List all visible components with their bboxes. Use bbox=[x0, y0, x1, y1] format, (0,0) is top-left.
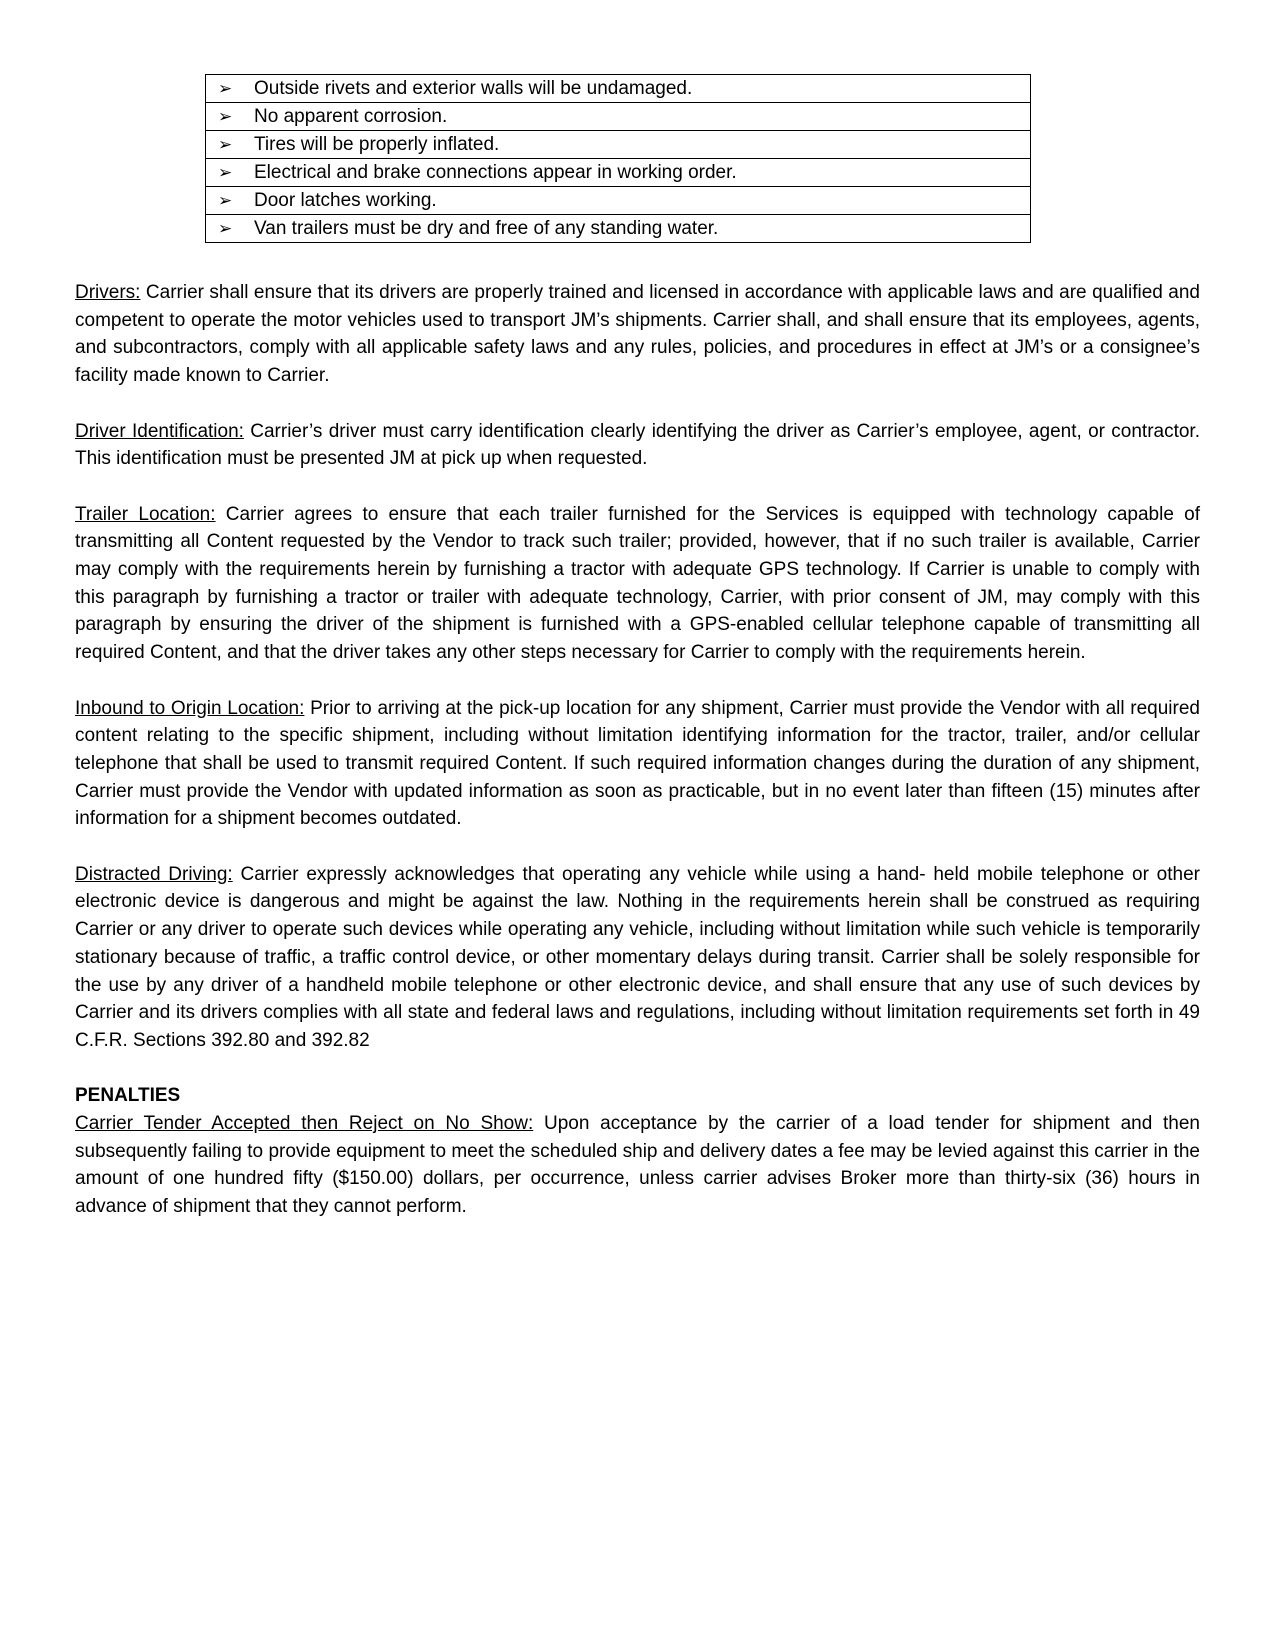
inbound-origin-text: Prior to arriving at the pick-up location for any shipment, Carrier must provide the Vendor with all required content relating to the specific shipment, including without limitation identifying information for the tractor, trailer, and/or cellular telephone that shall be used to transmit required Content. If such required information changes during the duration of any shipment, Carrier must provide the Vendor with updated information as soon as practicable, but in no event later than fifteen (15) minutes after information for a shipment becomes outdated. bbox=[75, 697, 1200, 830]
inbound-origin-heading: Inbound to Origin Location: bbox=[75, 697, 305, 719]
checklist-row bbox=[206, 215, 1031, 243]
driver-identification-heading: Driver Identification: bbox=[75, 420, 244, 442]
checklist-row bbox=[206, 103, 1031, 131]
penalties-heading: Carrier Tender Accepted then Reject on No Show: bbox=[75, 1113, 534, 1135]
distracted-driving-paragraph bbox=[75, 861, 1200, 1055]
inbound-origin-paragraph bbox=[75, 695, 1200, 834]
distracted-driving-heading: Distracted Driving: bbox=[75, 863, 233, 885]
drivers-heading: Drivers: bbox=[75, 282, 141, 303]
trailer-location-heading: Trailer Location: bbox=[75, 503, 216, 525]
arrow-bullet-icon: ➢ bbox=[218, 191, 233, 210]
document-body bbox=[75, 279, 1200, 1221]
checklist-item: Door latches working. bbox=[254, 190, 437, 211]
checklist-item: Van trailers must be dry and free of any standing water. bbox=[254, 218, 719, 239]
penalties-title: PENALTIES bbox=[75, 1085, 181, 1107]
checklist-row bbox=[206, 75, 1031, 103]
trailer-location-paragraph bbox=[75, 501, 1200, 667]
trailer-location-text: Carrier agrees to ensure that each trailer furnished for the Services is equipped with technology capable of transmitting all Content requested by the Vendor to track such trailer; provided, however, that if no such trailer is available, Carrier may comply with the requirements herein by furnishing a tractor with adequate GPS technology. If Carrier is unable to comply with this paragraph by furnishing a tractor or trailer with adequate technology, Carrier, with prior consent of JM, may comply with this paragraph by ensuring the driver of the shipment is furnished with a GPS-enabled cellular telephone capable of transmitting all required Content, and that the driver takes any other steps necessary for Carrier to comply with the requirements herein. bbox=[75, 503, 1200, 664]
arrow-bullet-icon: ➢ bbox=[218, 79, 233, 98]
checklist-item: Outside rivets and exterior walls will be undamaged. bbox=[254, 78, 693, 99]
drivers-text: Carrier shall ensure that its drivers are properly trained and licensed in accordance with applicable laws and are qualified and competent to operate the motor vehicles used to transport JM’s shipments. Carrier shall, and shall ensure that its employees, agents, and subcontractors, comply with all applicable safety laws and any rules, policies, and procedures in effect at JM’s or a consignee’s facility made known to Carrier. bbox=[75, 282, 1200, 387]
penalties-paragraph bbox=[75, 1110, 1200, 1221]
inspection-checklist bbox=[205, 74, 1031, 243]
penalties-text: Upon acceptance by the carrier of a load tender for shipment and then subsequently failing to provide equipment to meet the scheduled ship and delivery dates a fee may be levied against this carrier in the amount of one hundred fifty ($150.00) dollars, per occurrence, unless carrier advises Broker more than thirty-six (36) hours in advance of shipment that they cannot perform. bbox=[75, 1113, 1200, 1218]
drivers-paragraph bbox=[75, 279, 1200, 390]
checklist-row bbox=[206, 131, 1031, 159]
checklist-row bbox=[206, 159, 1031, 187]
driver-identification-paragraph bbox=[75, 418, 1200, 473]
arrow-bullet-icon: ➢ bbox=[218, 135, 233, 154]
arrow-bullet-icon: ➢ bbox=[218, 107, 233, 126]
checklist-item: Electrical and brake connections appear in working order. bbox=[254, 162, 737, 183]
arrow-bullet-icon: ➢ bbox=[218, 219, 233, 238]
driver-identification-text: Carrier’s driver must carry identification clearly identifying the driver as Carrier’s employee, agent, or contractor. This identification must be presented JM at pick up when requested. bbox=[75, 420, 1200, 470]
checklist-item: Tires will be properly inflated. bbox=[254, 134, 500, 155]
checklist-row bbox=[206, 187, 1031, 215]
checklist-item: No apparent corrosion. bbox=[254, 106, 448, 127]
arrow-bullet-icon: ➢ bbox=[218, 163, 233, 182]
distracted-driving-text: Carrier expressly acknowledges that operating any vehicle while using a hand- held mobile telephone or other electronic device is dangerous and might be against the law. Nothing in the requirements herein shall be construed as requiring Carrier or any driver to operate such devices while operating any vehicle, including without limitation while such vehicle is temporarily stationary because of traffic, a traffic control device, or other momentary delays during transit. Carrier shall be solely responsible for the use by any driver of a handheld mobile telephone or other electronic device, and shall ensure that any use of such devices by Carrier and its drivers complies with all state and federal laws and regulations, including without limitation requirements set forth in 49 C.F.R. Sections 392.80 and 392.82 bbox=[75, 863, 1200, 1051]
